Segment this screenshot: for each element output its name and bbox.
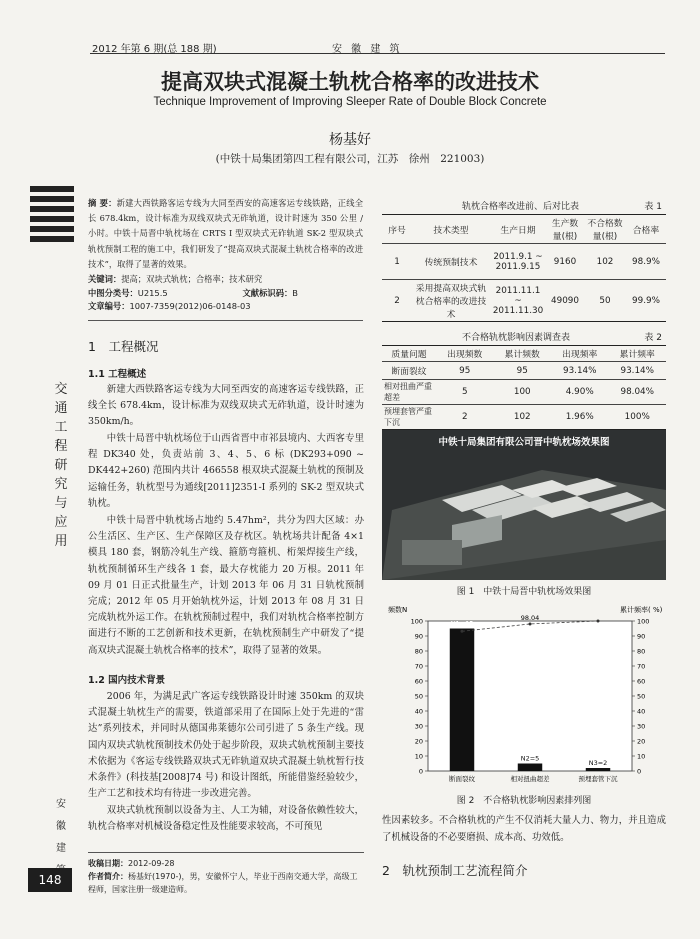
doc-code-label: 文献标识码： (242, 287, 293, 298)
bar (586, 768, 610, 771)
y-tick-label-right: 20 (637, 737, 646, 746)
received-label: 收稿日期： (88, 859, 128, 868)
subsection-1-1: 1.1 工程概述 (88, 369, 147, 380)
bar-label: N1=95 (450, 619, 474, 628)
table-2 (382, 330, 666, 430)
t1-header: 合格率 (632, 225, 660, 236)
y-left-label: 频数N (388, 606, 408, 614)
bar (518, 764, 542, 772)
clc-value: U215.5 (137, 287, 168, 298)
y-tick-label-left: 10 (414, 752, 423, 761)
figure-1-caption: 图 1 中铁十局晋中轨枕场效果图 (456, 587, 592, 597)
y-tick-label-right: 10 (637, 752, 646, 761)
photo-label: 中铁十局集团有限公司晋中轨枕场效果图 (438, 437, 610, 448)
y-tick-label-left: 60 (414, 677, 423, 686)
y-right-label: 累计频率( %) (620, 606, 663, 614)
y-tick-label-left: 30 (414, 722, 423, 731)
y-tick-label-left: 50 (414, 692, 423, 701)
figure-2-caption: 图 2 不合格轨枕影响因素排列图 (456, 796, 592, 806)
y-tick-label-right: 40 (637, 707, 646, 716)
page-number: 148 (28, 868, 72, 892)
paragraph-3: 中铁十局晋中轨枕场占地约 5.47hm²，共分为四大区域：办公生活区、生产区、生产保障区及存枕区。轨枕场共计配备 4×1 模具 180 套，钢筋冷轧生产线、箍筋弯箍机、桁架焊接生产线，轨枕预制循环生产线各 1 套，最大存枕能力 20 万根。2011 年 09 月 01 日正式批量生产，计划 2013 年 06 月 31 日轨枕预制完成；2012 年 05 月开始轨枕外运，计划 2013 年 08 月 31 日完成轨枕外运工作。在轨枕预制过程中，我们对轨枕合格率控制方面进行不断的工艺创新和技术更新，在轨枕预制生产中研发了“提高双块式混凝土轨枕合格率的技术”，取得了显著的效果。 (88, 515, 364, 656)
y-tick-label-right: 80 (637, 647, 646, 656)
cumulative-point (461, 630, 464, 633)
y-tick-label-right: 0 (637, 767, 642, 776)
table-1-caption: 轨枕合格率改进前、后对比表 (462, 202, 580, 212)
clc-label: 中图分类号： (88, 287, 138, 298)
article-no-label: 文章编号： (88, 301, 130, 311)
table-row: 预埋套管严重下沉 2 102 1.96% 100% (384, 407, 650, 427)
t1-header: 生产日期 (500, 225, 536, 236)
abstract-label: 摘 要： (88, 198, 117, 208)
site-rendering-image (382, 430, 666, 580)
y-tick-label-right: 100 (637, 617, 650, 626)
author-bio: 杨基好(1970-)，男，安徽怀宁人，毕业于西南交通大学，高级工程师，国家注册一级建造师。 (88, 872, 358, 894)
y-tick-label-right: 70 (637, 662, 646, 671)
bar-label: N2=5 (520, 754, 540, 763)
x-tick-label: 断面裂纹 (449, 775, 475, 783)
author-bio-label: 作者简介： (88, 872, 128, 881)
t1-header: 不合格数量(根) (587, 219, 623, 242)
table-1 (382, 199, 666, 322)
abstract (88, 196, 363, 272)
y-tick-label-right: 60 (637, 677, 646, 686)
y-tick-label-left: 20 (414, 737, 423, 746)
y-tick-label-left: 40 (414, 707, 423, 716)
chart-svg (382, 603, 666, 798)
table-row: 断面裂纹 95 95 93.14% 93.14% (382, 362, 666, 380)
y-tick-label-left: 100 (410, 617, 423, 626)
t2-header: 出现频数 (447, 350, 483, 360)
pareto-chart (382, 603, 666, 798)
article-no: 1007-7359(2012)06-0148-03 (129, 301, 251, 311)
cumulative-label: 98.04 (520, 613, 540, 622)
cumulative-point (597, 620, 600, 623)
t2-header: 累计频率 (619, 350, 655, 360)
y-tick-label-left: 70 (414, 662, 423, 671)
article-meta (88, 273, 363, 314)
abstract-rule (88, 320, 363, 321)
paragraph-2: 中铁十局晋中轨枕场位于山西省晋中市祁县境内、大西客专里程 DK340 处，负责站前 3、4、5、6 标 (DK293+090 ~ DK442+260) 范围内共计 466558 根双块式混凝土轨枕的预制及运输任务，轨枕型号为通线[2011]2351-I 系列的 SK-2 型双块式轨枕。 (88, 433, 364, 509)
paragraph-4: 2006 年，为满足武广客运专线铁路设计时速 350km 的双块式混凝土轨枕生产的需要，铁道部采用了在国际上处于先进的“雷达”系列技术，并同时从德国弗莱德尔公司引进了 5 条生产线。现国内双块式轨枕预制技术仍处于起步阶段，双块式轨枕预制主要技术依据为《客运专线铁路双块式无砟轨道双块式混凝土轨枕暂行技术条件》(科技基[2008]74 号) 和设计图纸，所能借鉴经验较少，生产工艺和技术均有待进一步改进完善。 (88, 691, 364, 800)
keywords-label: 关键词： (88, 274, 122, 284)
x-tick-label: 相对扭曲超差 (510, 775, 550, 783)
section-1-heading: 1 工程概况 (88, 339, 159, 354)
side-vertical-text-2: 安 徽 建 (56, 799, 66, 854)
affiliation: (中铁十局集团第四工程有限公司，江苏 徐州 221003) (215, 153, 485, 165)
received-date: 2012-09-28 (128, 859, 175, 868)
side-vertical-text: 交 通 工 程 研 究 与 应 用 (54, 382, 68, 549)
footnote (88, 852, 364, 896)
abstract-text: 新建大西铁路客运专线为大同至西安的高速客运专线铁路，正线全长 678.4km，设计标准为双线双块式无砟轨道，设计时速为 350 公里 / 小时。中铁十局晋中轨枕场在 CRTS I 型双块式无砟轨道 SK-2 型双块式轨枕预制工程的施工中，我们研发了“提高双块式混凝土轨枕合格率的改进技术”，取得了显著的效果。 (88, 198, 363, 269)
paragraph-5: 双块式轨枕预制以设备为主、人工为辅，对设备依赖性较大，轨枕合格率对机械设备稳定性及性能要求较高，不可预见 (88, 805, 364, 833)
cumulative-point (529, 622, 532, 625)
keywords: 提高；双块式轨枕；合格率；技术研究 (121, 274, 263, 284)
table-row: 相对扭曲严重超差 5 100 4.90% 98.04% (382, 380, 666, 405)
y-tick-label-left: 0 (418, 767, 423, 776)
y-tick-label-right: 30 (637, 722, 646, 731)
t2-header: 质量问题 (391, 350, 427, 360)
article-title: 提高双块式混凝土轨枕合格率的改进技术 (161, 70, 539, 94)
y-tick-label-right: 50 (637, 692, 646, 701)
english-title: Technique Improvement of Improving Sleeper Rate of Double Block Concrete (153, 96, 547, 108)
section-2-heading: 2 轨枕预制工艺流程简介 (382, 863, 528, 878)
t2-header: 累计频数 (504, 350, 540, 360)
t1-header: 技术类型 (433, 225, 469, 236)
bar-label: N3=2 (588, 759, 608, 767)
table-2-no: 表 2 (644, 333, 662, 343)
right-paragraph: 性因素较多。不合格轨枕的产生不仅消耗大量人力、物力，并且造成了机械设备的不必要磨损、成本高、功效低。 (382, 815, 666, 843)
bar (450, 629, 474, 772)
table-1-no: 表 1 (644, 202, 662, 212)
header-rule (90, 53, 665, 54)
author-name: 杨基好 (329, 132, 371, 148)
factory-illustration (382, 430, 666, 580)
t1-header: 序号 (388, 225, 406, 236)
y-tick-label-left: 90 (414, 632, 423, 641)
issue-header: 2012 年第 6 期(总 188 期) (92, 44, 217, 55)
table-row: 2 采用提高双块式轨枕合格率的改进技术 2011.11.1 ~ 2011.11.30 49090 50 99.9% (394, 284, 660, 320)
subsection-1-2: 1.2 国内技术背景 (88, 675, 166, 686)
t2-header: 出现频率 (562, 350, 598, 360)
table-row: 1 传统预制技术 2011.9.1 ~ 2011.9.15 9160 102 98.9% (382, 244, 666, 280)
t1-header: 生产数量(根) (551, 219, 579, 242)
x-tick-label: 预埋套管下沉 (578, 775, 618, 783)
paragraph-1: 新建大西铁路客运专线为大同至西安的高速客运专线铁路，正线全长 678.4km，设计标准为双线双块式无砟轨道，设计时速为 350km/h。 (88, 384, 364, 428)
journal-header: 安 徽 建 筑 (332, 44, 403, 55)
y-tick-label-left: 80 (414, 647, 423, 656)
doc-code-value: B (292, 287, 298, 298)
table-2-caption: 不合格轨枕影响因素调查表 (462, 333, 571, 343)
y-tick-label-right: 90 (637, 632, 646, 641)
section-logo-icon (30, 186, 74, 244)
